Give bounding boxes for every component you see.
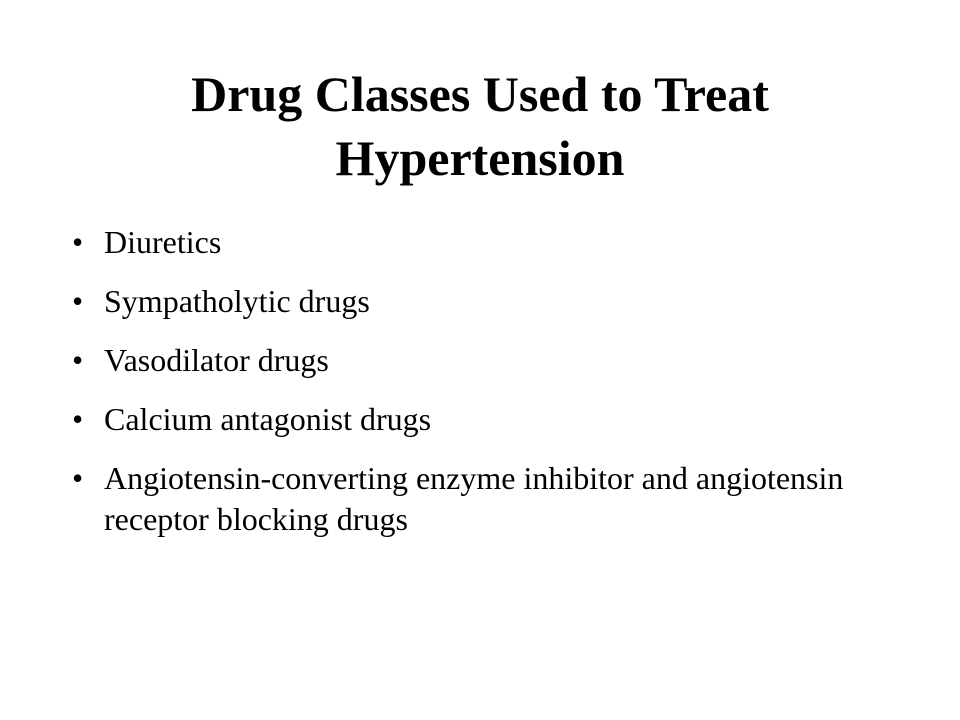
- bullet-item-sympatholytic: [72, 281, 902, 322]
- slide-title-line-1: Drug Classes Used to Treat: [191, 66, 769, 122]
- slide-title: [60, 62, 900, 190]
- slide-title-line-2: Hypertension: [335, 130, 625, 186]
- bullet-list: [72, 222, 902, 558]
- bullet-text: Sympatholytic drugs: [104, 283, 370, 319]
- bullet-item-ace-arb: [72, 458, 902, 540]
- bullet-icon: •: [72, 342, 84, 378]
- bullet-icon: •: [72, 460, 84, 496]
- bullet-text: Angiotensin-converting enzyme inhibitor and angiotensin receptor blocking drugs: [104, 460, 844, 537]
- bullet-icon: •: [72, 224, 84, 260]
- bullet-text: Diuretics: [104, 224, 222, 260]
- bullet-item-vasodilator: [72, 340, 902, 381]
- bullet-item-calcium-antagonist: [72, 399, 902, 440]
- bullet-item-diuretics: [72, 222, 902, 263]
- bullet-icon: •: [72, 401, 84, 437]
- bullet-icon: •: [72, 283, 84, 319]
- bullet-text: Vasodilator drugs: [104, 342, 329, 378]
- bullet-text: Calcium antagonist drugs: [104, 401, 432, 437]
